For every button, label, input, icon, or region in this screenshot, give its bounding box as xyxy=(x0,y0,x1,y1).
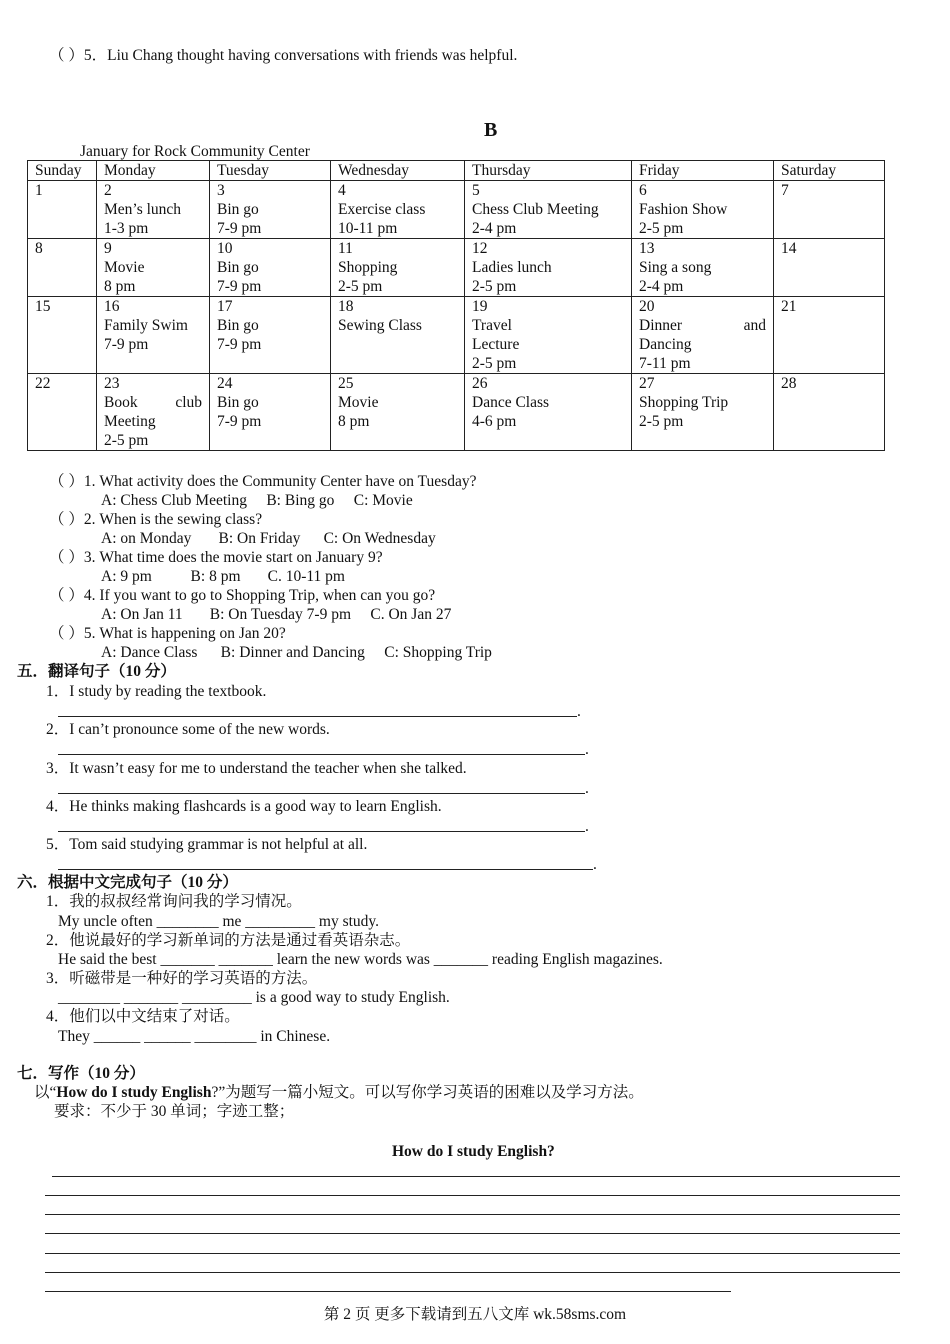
period: . xyxy=(585,780,589,797)
event-word: club xyxy=(175,394,202,411)
question-a5: （ ）5．Liu Chang thought having conversations with friends was helpful. xyxy=(49,47,518,64)
day-number: 12 xyxy=(472,240,488,257)
writing-line[interactable] xyxy=(45,1253,900,1254)
calendar-day-cell xyxy=(28,239,97,297)
question-b5: （ ）5. What is happening on Jan 20? xyxy=(49,625,286,642)
writing-line[interactable] xyxy=(45,1214,900,1215)
calendar-day-cell xyxy=(632,297,774,374)
answer-line[interactable] xyxy=(58,793,585,794)
event-time: 2-4 pm xyxy=(472,220,517,237)
question-b3: （ ）3. What time does the movie start on January 9? xyxy=(49,549,383,566)
day-number: 27 xyxy=(639,375,655,392)
day-number: 26 xyxy=(472,375,488,392)
calendar-day-cell xyxy=(465,181,632,239)
day-number: 6 xyxy=(639,182,647,199)
day-number: 18 xyxy=(338,298,354,315)
calendar-day-cell xyxy=(632,181,774,239)
complete-item-2-english[interactable]: He said the best _______ _______ learn the new words was _______ reading English magazines. xyxy=(58,951,663,968)
complete-item-4-english[interactable]: They ______ ______ ________ in Chinese. xyxy=(58,1028,331,1045)
event-name: Travel xyxy=(472,317,512,334)
event-name: Sewing Class xyxy=(338,317,422,334)
event-name: Movie xyxy=(104,259,145,276)
event-name: Family Swim xyxy=(104,317,188,334)
day-number: 11 xyxy=(338,240,353,257)
day-header: Wednesday xyxy=(331,161,465,181)
event-word: Book xyxy=(104,394,138,411)
calendar-day-cell xyxy=(465,239,632,297)
event-name: Bin go xyxy=(217,259,259,276)
event-name: Bin go xyxy=(217,201,259,218)
day-header: Thursday xyxy=(465,161,632,181)
complete-item-4-chinese: 4．他们以中文结束了对话。 xyxy=(46,1008,240,1025)
event-name: Men’s lunch xyxy=(104,201,182,218)
day-number: 15 xyxy=(35,298,51,315)
prompt-topic: How do I study English xyxy=(56,1084,212,1101)
answer-line[interactable] xyxy=(58,716,577,717)
event-name: Bin go xyxy=(217,394,259,411)
event-time: 7-11 pm xyxy=(639,355,691,372)
writing-line[interactable] xyxy=(45,1233,900,1234)
question-b1-options: A: Chess Club Meeting B: Bing go C: Movie xyxy=(101,492,413,509)
day-number: 22 xyxy=(35,375,51,392)
day-number: 20 xyxy=(639,298,655,315)
complete-item-1-chinese: 1．我的叔叔经常询问我的学习情况。 xyxy=(46,893,302,910)
event-name: Exercise class xyxy=(338,201,426,218)
event-name: Shopping xyxy=(338,259,398,276)
event-time: 8 pm xyxy=(104,278,136,295)
calendar-day-cell xyxy=(465,297,632,374)
translate-item-1: 1．I study by reading the textbook. xyxy=(46,683,267,700)
calendar-header-row xyxy=(28,161,885,181)
translate-item-5: 5．Tom said studying grammar is not helpful at all. xyxy=(46,836,368,853)
event-word: and xyxy=(743,317,766,334)
question-b2-options: A: on Monday B: On Friday C: On Wednesday xyxy=(101,530,436,547)
question-b3-options: A: 9 pm B: 8 pm C. 10-11 pm xyxy=(101,568,345,585)
calendar-day-cell xyxy=(210,374,331,451)
day-number: 4 xyxy=(338,182,346,199)
calendar-day-cell xyxy=(97,239,210,297)
event-name: Dance Class xyxy=(472,394,550,411)
event-name: Lecture xyxy=(472,336,520,353)
event-name xyxy=(104,393,202,412)
question-b2: （ ）2. When is the sewing class? xyxy=(49,511,263,528)
event-time: 7-9 pm xyxy=(217,336,262,353)
calendar-day-cell xyxy=(28,297,97,374)
translate-item-4: 4．He thinks making flashcards is a good way to learn English. xyxy=(46,798,442,815)
answer-line[interactable] xyxy=(58,869,593,870)
event-name: Dancing xyxy=(639,336,692,353)
day-number: 24 xyxy=(217,375,233,392)
complete-item-1-english[interactable]: My uncle often ________ me _________ my study. xyxy=(58,913,380,930)
period: . xyxy=(585,818,589,835)
event-name: Ladies lunch xyxy=(472,259,552,276)
day-header: Saturday xyxy=(774,161,885,181)
calendar-day-cell xyxy=(331,297,465,374)
translate-item-3: 3．It wasn’t easy for me to understand the teacher when she talked. xyxy=(46,760,467,777)
day-number: 13 xyxy=(639,240,655,257)
event-name xyxy=(639,316,766,335)
day-header: Monday xyxy=(97,161,210,181)
day-number: 28 xyxy=(781,375,797,392)
complete-item-3-chinese: 3．听磁带是一种好的学习英语的方法。 xyxy=(46,970,318,987)
event-name: Shopping Trip xyxy=(639,394,729,411)
event-name: Movie xyxy=(338,394,379,411)
day-number: 1 xyxy=(35,182,43,199)
calendar-table xyxy=(27,160,885,451)
event-time: 8 pm xyxy=(338,413,370,430)
event-name: Fashion Show xyxy=(639,201,728,218)
calendar-day-cell xyxy=(331,181,465,239)
day-number: 21 xyxy=(781,298,797,315)
question-b5-options: A: Dance Class B: Dinner and Dancing C: Shopping Trip xyxy=(101,644,492,661)
calendar-day-cell xyxy=(210,239,331,297)
complete-item-2-chinese: 2．他说最好的学习新单词的方法是通过看英语杂志。 xyxy=(46,932,411,949)
translate-item-2: 2．I can’t pronounce some of the new words. xyxy=(46,721,330,738)
writing-prompt xyxy=(34,1083,644,1102)
prompt-prefix: 以“ xyxy=(34,1084,57,1101)
event-time: 2-5 pm xyxy=(104,432,149,449)
day-number: 16 xyxy=(104,298,120,315)
day-number: 14 xyxy=(781,240,797,257)
section-7-heading: 七．写作（10 分） xyxy=(17,1065,145,1082)
event-time: 7-9 pm xyxy=(217,220,262,237)
writing-line[interactable] xyxy=(45,1291,731,1292)
day-number: 8 xyxy=(35,240,43,257)
complete-item-3-english[interactable]: ________ _______ _________ is a good way to study English. xyxy=(58,989,450,1006)
day-header: Sunday xyxy=(28,161,97,181)
question-b1: （ ）1. What activity does the Community Center have on Tuesday? xyxy=(49,473,477,490)
day-number: 3 xyxy=(217,182,225,199)
calendar-day-cell xyxy=(331,374,465,451)
section-b-letter: B xyxy=(484,119,498,141)
day-header: Tuesday xyxy=(210,161,331,181)
period: . xyxy=(577,703,581,720)
day-number: 25 xyxy=(338,375,354,392)
event-name: Meeting xyxy=(104,413,156,430)
event-time: 2-5 pm xyxy=(338,278,383,295)
calendar-day-cell xyxy=(774,181,885,239)
answer-line[interactable] xyxy=(58,831,585,832)
event-time: 2-5 pm xyxy=(472,355,517,372)
calendar-day-cell xyxy=(465,374,632,451)
section-5-heading: 五．翻译句子（10 分） xyxy=(17,663,176,680)
day-number: 7 xyxy=(781,182,789,199)
calendar-day-cell xyxy=(774,374,885,451)
day-header: Friday xyxy=(632,161,774,181)
page-footer: 第 2 页 更多下载请到五八文库 wk.58sms.com xyxy=(323,1306,627,1323)
calendar-week-row xyxy=(28,181,885,239)
answer-line[interactable] xyxy=(58,754,585,755)
event-name: Bin go xyxy=(217,317,259,334)
event-name: Sing a song xyxy=(639,259,712,276)
calendar-day-cell xyxy=(632,374,774,451)
event-time: 2-5 pm xyxy=(639,413,684,430)
calendar-day-cell xyxy=(774,297,885,374)
writing-line[interactable] xyxy=(45,1272,900,1273)
table-title: January for Rock Community Center xyxy=(80,143,310,160)
calendar-day-cell xyxy=(97,181,210,239)
calendar-day-cell xyxy=(28,181,97,239)
calendar-day-cell xyxy=(210,297,331,374)
writing-requirement: 要求：不少于 30 单词；字迹工整； xyxy=(54,1103,295,1120)
event-time: 2-4 pm xyxy=(639,278,684,295)
writing-line[interactable] xyxy=(45,1195,900,1196)
day-number: 9 xyxy=(104,240,112,257)
period: . xyxy=(593,856,597,873)
day-number: 10 xyxy=(217,240,233,257)
event-time: 4-6 pm xyxy=(472,413,517,430)
calendar-week-row xyxy=(28,239,885,297)
essay-title: How do I study English? xyxy=(392,1143,555,1160)
calendar-day-cell xyxy=(97,297,210,374)
day-number: 19 xyxy=(472,298,488,315)
day-number: 17 xyxy=(217,298,233,315)
calendar-week-row xyxy=(28,374,885,451)
day-number: 23 xyxy=(104,375,120,392)
calendar-day-cell xyxy=(331,239,465,297)
period: . xyxy=(585,741,589,758)
event-time: 10-11 pm xyxy=(338,220,398,237)
event-time: 7-9 pm xyxy=(217,278,262,295)
calendar-day-cell xyxy=(210,181,331,239)
day-number: 5 xyxy=(472,182,480,199)
calendar-day-cell xyxy=(632,239,774,297)
event-time: 1-3 pm xyxy=(104,220,149,237)
event-word: Dinner xyxy=(639,317,683,334)
prompt-suffix: ?”为题写一篇小短文。可以写你学习英语的困难以及学习方法。 xyxy=(211,1084,644,1101)
question-b4: （ ）4. If you want to go to Shopping Trip, when can you go? xyxy=(49,587,436,604)
event-time: 2-5 pm xyxy=(472,278,517,295)
event-name: Chess Club Meeting xyxy=(472,201,599,218)
event-time: 2-5 pm xyxy=(639,220,684,237)
event-time: 7-9 pm xyxy=(217,413,262,430)
calendar-day-cell xyxy=(28,374,97,451)
section-6-heading: 六．根据中文完成句子（10 分） xyxy=(17,874,238,891)
calendar-day-cell xyxy=(774,239,885,297)
calendar-week-row xyxy=(28,297,885,374)
day-number: 2 xyxy=(104,182,112,199)
writing-line[interactable] xyxy=(52,1176,900,1177)
question-b4-options: A: On Jan 11 B: On Tuesday 7-9 pm C. On Jan 27 xyxy=(101,606,452,623)
calendar-day-cell xyxy=(97,374,210,451)
event-time: 7-9 pm xyxy=(104,336,149,353)
